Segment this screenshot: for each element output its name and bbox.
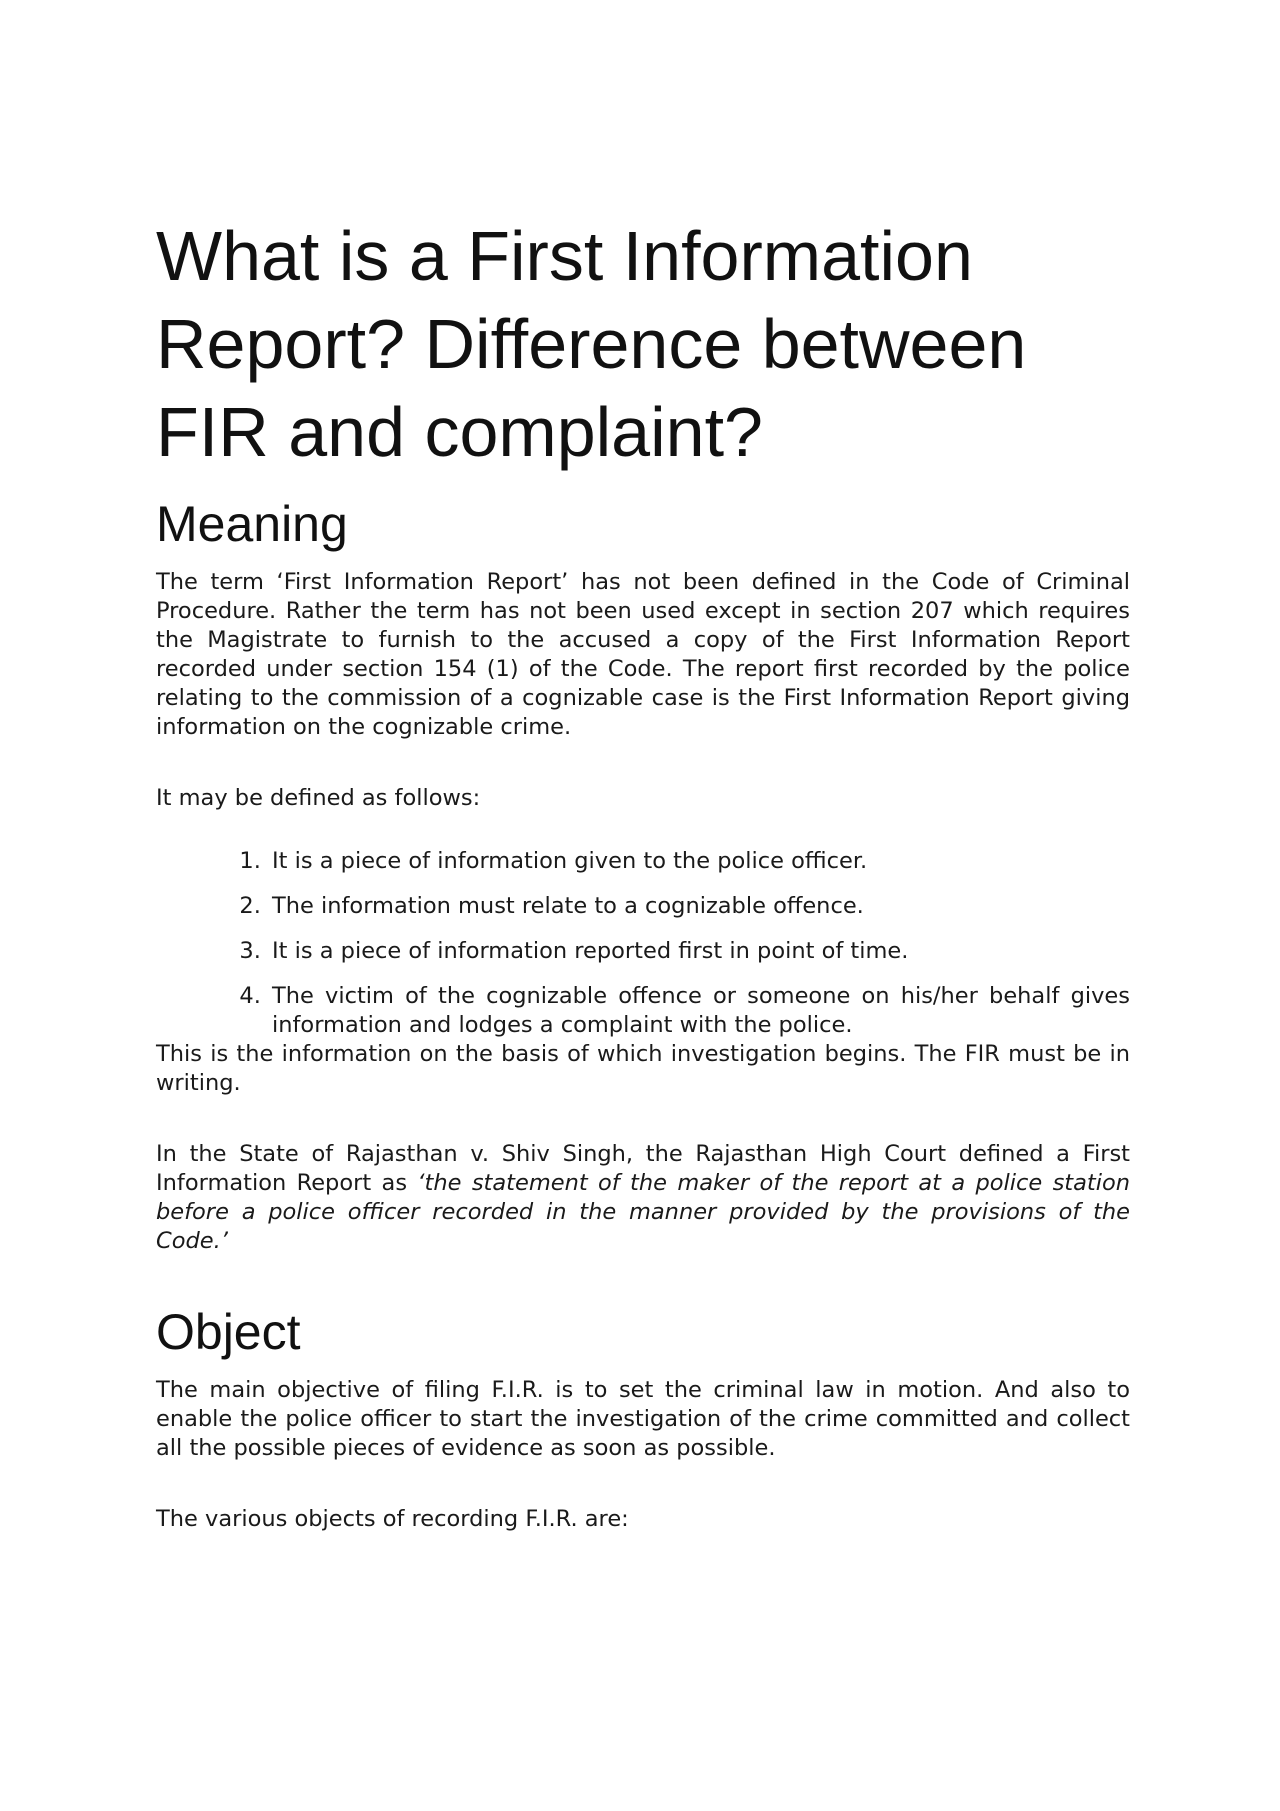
document-page (156, 212, 1130, 1534)
meaning-paragraph-defined-as: It may be defined as follows: (156, 785, 481, 811)
list-item: 1. It is a piece of information given to the police officer. (268, 847, 1130, 876)
case-law-quote: ‘the statement of the maker of the report at a police station before a police officer recorded in the manner provided by the provisions of the Code.’ (156, 1170, 1131, 1254)
object-paragraph-objective: The main objective of filing F.I.R. is to set the criminal law in motion. And also to enable the police officer to start the investigation of the crime committed and collect all the possible pieces of evidence as soon as possible. (156, 1377, 1130, 1461)
list-item: 2. The information must relate to a cognizable offence. (268, 892, 1130, 921)
section-heading-meaning: Meaning (156, 496, 348, 552)
object-paragraph-various-objects: The various objects of recording F.I.R. are: (156, 1506, 629, 1532)
definition-list (156, 847, 1130, 1040)
meaning-paragraph-case-law (156, 1140, 1130, 1256)
section-heading-object: Object (156, 1304, 301, 1360)
document-title: What is a First Information Report? Difference between FIR and complaint? (156, 217, 1027, 471)
list-item: 3. It is a piece of information reported first in point of time. (268, 937, 1130, 966)
meaning-paragraph-definition: The term ‘First Information Report’ has not been defined in the Code of Criminal Procedure. Rather the term has not been used except in section 207 which requires the Magistrate to furnish to the accused a copy of the First Information Report recorded under section 154 (1) of the Code. The report first recorded by the police relating to the commission of a cognizable case is the First Information Report giving information on the cognizable crime. (156, 569, 1130, 740)
meaning-paragraph-investigation: This is the information on the basis of which investigation begins. The FIR must be in writing. (156, 1041, 1130, 1096)
case-law-lead-text: In the State of Rajasthan v. Shiv Singh, the Rajasthan High Court defined a First Information Report as (156, 1141, 1130, 1196)
list-item: 4. The victim of the cognizable offence or someone on his/her behalf gives information and lodges a complaint with the police. (268, 982, 1130, 1040)
